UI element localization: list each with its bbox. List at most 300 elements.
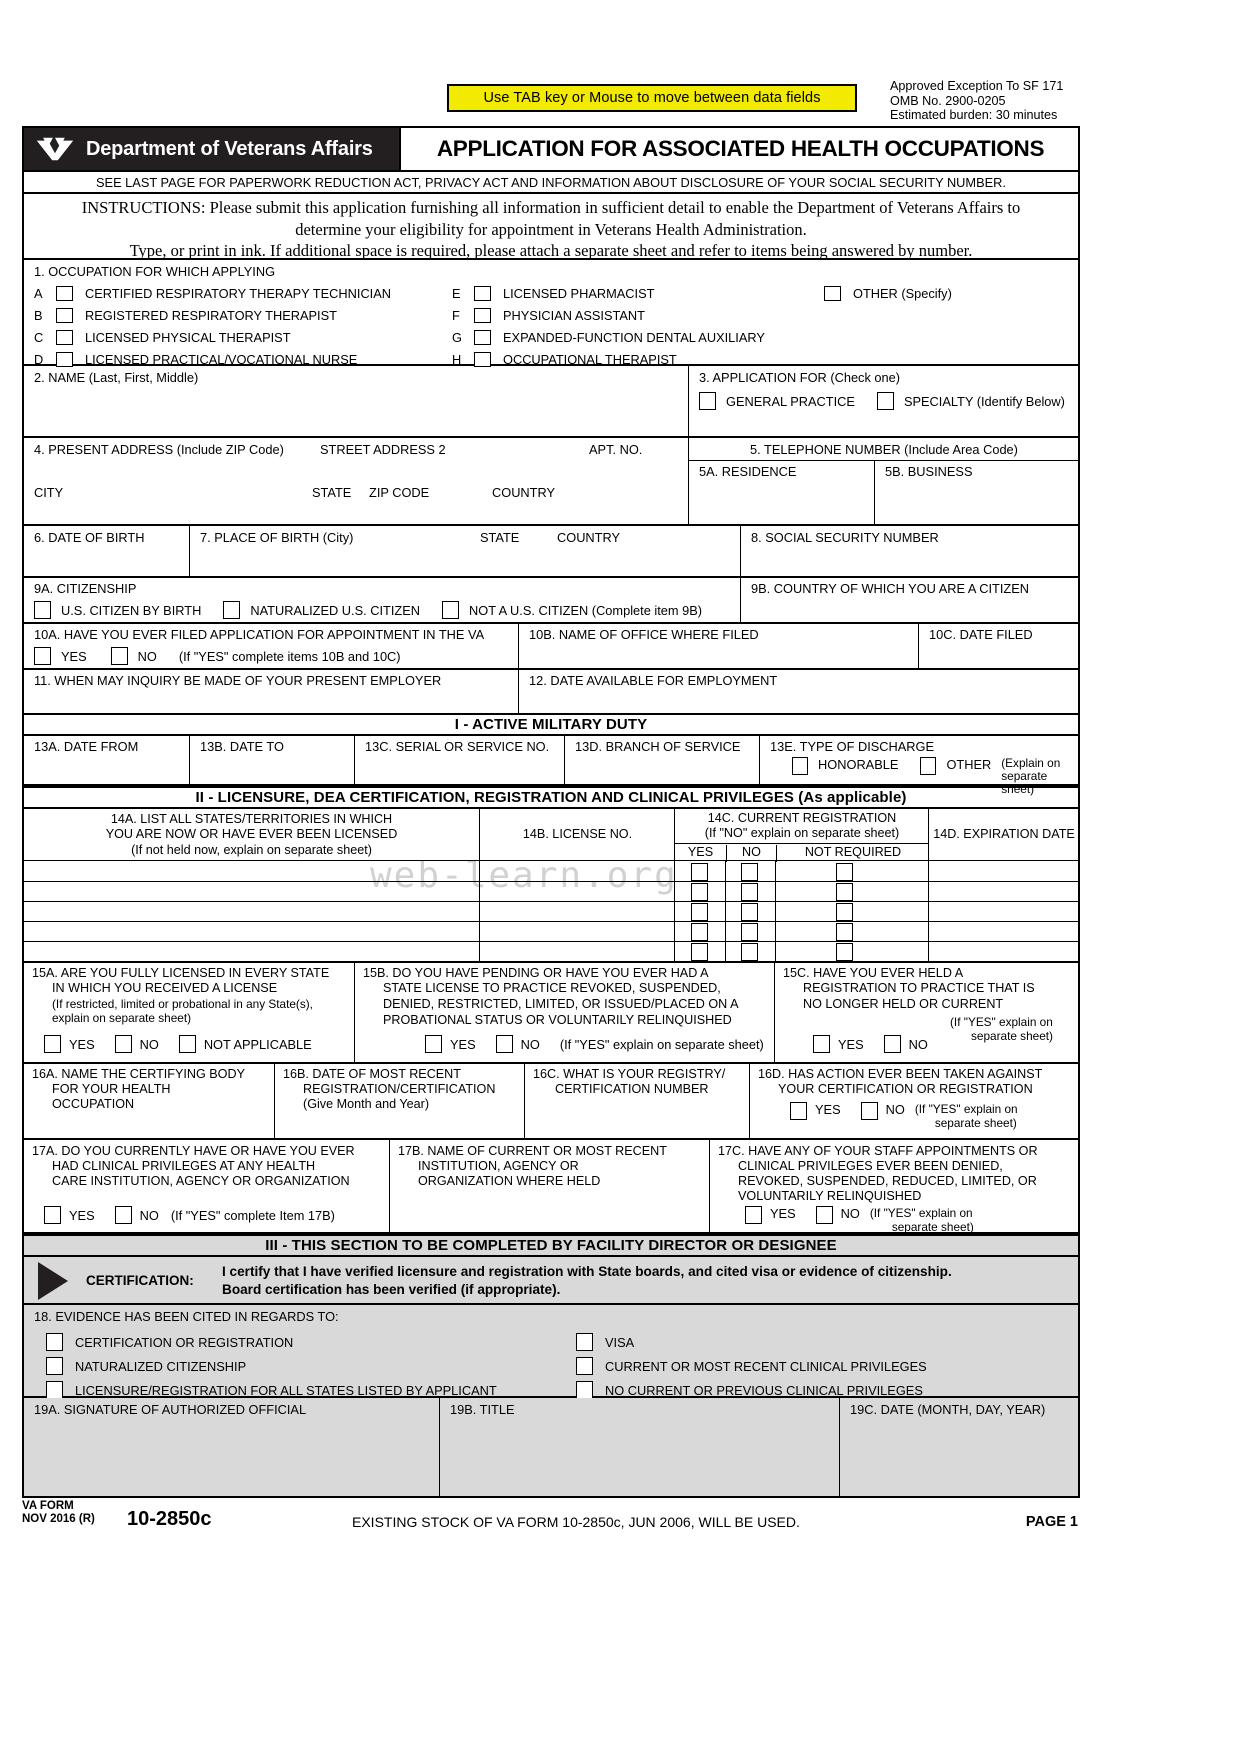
table-divider-2 [24, 901, 1078, 902]
item-7-state-label: STATE [480, 530, 520, 545]
item-14b-header [479, 809, 674, 860]
item-13a-date-from[interactable] [24, 736, 189, 784]
item-14c-subheaders [675, 843, 929, 861]
checkbox-occupation-f[interactable] [474, 308, 491, 323]
checkbox-14c-no-row4[interactable] [741, 923, 758, 941]
label-15b-no: NO [520, 1036, 540, 1052]
checkbox-naturalized[interactable] [223, 601, 240, 619]
label-10a-yes: YES [61, 648, 87, 664]
item-15a-line-3: (If restricted, limited or probational in any State(s), [52, 997, 313, 1011]
item-16d-line-2: YOUR CERTIFICATION OR REGISTRATION [778, 1082, 1033, 1096]
item-3-options [699, 392, 1065, 410]
label-17c-yes: YES [770, 1206, 796, 1221]
label-15a-yes: YES [69, 1036, 95, 1052]
label-16d-no: NO [885, 1102, 905, 1117]
item-19a-signature[interactable] [24, 1398, 439, 1496]
footer-form-number: 10-2850c [127, 1508, 212, 1530]
omb-number-line: OMB No. 2900-0205 [890, 93, 1006, 108]
checkbox-occupation-d[interactable] [56, 352, 73, 367]
item-10a-label: 10A. HAVE YOU EVER FILED APPLICATION FOR APPOINTMENT IN THE VA [34, 627, 485, 642]
checkbox-occupation-c[interactable] [56, 330, 73, 345]
item-9b-country[interactable] [740, 578, 1078, 622]
item-16a[interactable] [24, 1064, 274, 1138]
item-14-table-body [24, 861, 1078, 961]
item-15b [354, 963, 774, 1062]
item-15b-line-3: DENIED, RESTRICTED, LIMITED, OR ISSUED/PLACED ON A [383, 997, 739, 1011]
item-2-label: 2. NAME (Last, First, Middle) [34, 370, 199, 385]
note-17a: (If "YES" complete Item 17B) [170, 1207, 335, 1223]
item-15b-line-2: STATE LICENSE TO PRACTICE REVOKED, SUSPENDED, [383, 981, 721, 995]
checkbox-15a-no[interactable] [115, 1035, 132, 1053]
item-4-present-address[interactable] [24, 438, 688, 524]
occupation-option-b[interactable] [34, 304, 454, 326]
item-14a-line-3: (If not held now, explain on separate sheet) [131, 843, 372, 857]
item-11-inquiry[interactable] [24, 670, 518, 713]
item-13c-label: 13C. SERIAL OR SERVICE NO. [365, 739, 550, 754]
item-13e-discharge [759, 736, 1078, 796]
checkbox-14c-no-row3[interactable] [741, 903, 758, 921]
table-col-divider-3 [725, 861, 726, 961]
occupation-letter-c: C [34, 329, 44, 345]
item-6-label: 6. DATE OF BIRTH [34, 530, 145, 545]
occupation-label-e: LICENSED PHARMACIST [503, 285, 655, 301]
item-17c-line-2: CLINICAL PRIVILEGES EVER BEEN DENIED, [738, 1159, 1003, 1173]
item-13d-label: 13D. BRANCH OF SERVICE [575, 739, 741, 754]
occupation-letter-f: F [452, 307, 460, 323]
note-discharge-1: (Explain on [1001, 756, 1061, 770]
see-last-page-notice: SEE LAST PAGE FOR PAPERWORK REDUCTION ACT, PRIVACY ACT AND INFORMATION ABOUT DISCLOSURE OF YOUR SOCIAL SECURITY NUMBER. [24, 170, 1078, 194]
item-8-label: 8. SOCIAL SECURITY NUMBER [751, 530, 939, 545]
item-14a-line-1: 14A. LIST ALL STATES/TERRITORIES IN WHICH [110, 812, 393, 826]
item-17c-note-2: separate sheet) [891, 1220, 974, 1234]
checkbox-14c-no-row5[interactable] [741, 943, 758, 961]
item-3-label: 3. APPLICATION FOR (Check one) [699, 370, 901, 385]
section-2-banner: II - LICENSURE, DEA CERTIFICATION, REGISTRATION AND CLINICAL PRIVILEGES (As applicable) [24, 786, 1078, 809]
label-15a-no: NO [139, 1036, 159, 1052]
checkbox-other-discharge[interactable] [920, 757, 936, 775]
checkbox-14c-no-row1[interactable] [741, 863, 758, 881]
item-4-street2-label: STREET ADDRESS 2 [320, 442, 446, 457]
checkbox-10a-no[interactable] [111, 647, 128, 665]
item-16d-note-2: separate sheet) [934, 1116, 1017, 1130]
checkbox-17a-no[interactable] [115, 1206, 132, 1224]
checkbox-occupation-h[interactable] [474, 352, 491, 367]
item-14c-not-required-label: NOT REQUIRED [776, 845, 929, 862]
omb-burden-line: Estimated burden: 30 minutes [890, 108, 1058, 123]
item-10b-office[interactable] [518, 624, 918, 668]
checkbox-occupation-e[interactable] [474, 286, 491, 301]
checkbox-14c-yes-row5[interactable] [691, 943, 708, 961]
item-17a-line-3: CARE INSTITUTION, AGENCY OR ORGANIZATION [52, 1174, 350, 1188]
checkbox-14c-yes-row1[interactable] [691, 863, 708, 881]
item-16a-line-2: FOR YOUR HEALTH [52, 1082, 171, 1096]
item-8-ssn[interactable] [740, 526, 1078, 576]
item-17a-line-2: HAD CLINICAL PRIVILEGES AT ANY HEALTH [52, 1159, 316, 1173]
item-3-application-for [688, 366, 1078, 436]
form-title: APPLICATION FOR ASSOCIATED HEALTH OCCUPATIONS [399, 128, 1080, 170]
item-17b-line-3: ORGANIZATION WHERE HELD [418, 1174, 601, 1188]
occupation-letter-a: A [34, 285, 43, 301]
checkbox-18-current-privileges[interactable] [576, 1357, 593, 1375]
checkbox-15b-yes[interactable] [425, 1035, 442, 1053]
item-5b-business[interactable] [874, 460, 1079, 526]
item-16b-line-2: REGISTRATION/CERTIFICATION [303, 1082, 496, 1096]
item-2-3-row [24, 366, 1078, 438]
item-12-date-available[interactable] [518, 670, 1078, 713]
checkbox-general-practice[interactable] [699, 392, 716, 410]
checkbox-15c-yes[interactable] [813, 1035, 830, 1053]
item-17b-line-2: INSTITUTION, AGENCY OR [418, 1159, 579, 1173]
checkbox-16d-no[interactable] [861, 1102, 878, 1120]
item-5a-label: 5A. RESIDENCE [699, 464, 797, 479]
checkbox-15b-no[interactable] [496, 1035, 513, 1053]
item-16d-note-1: (If "YES" explain on [914, 1102, 1018, 1116]
occupation-label-c: LICENSED PHYSICAL THERAPIST [85, 329, 291, 345]
label-specialty: SPECIALTY (Identify Below) [903, 393, 1065, 409]
item-4-label: 4. PRESENT ADDRESS (Include ZIP Code) [34, 442, 284, 457]
item-16c[interactable] [524, 1064, 749, 1138]
item-1-left-options [34, 282, 454, 370]
item-10a-options [34, 647, 401, 665]
item-18-option-cert[interactable] [46, 1330, 497, 1354]
item-15a-line-4: explain on separate sheet) [52, 1011, 192, 1025]
certification-line-2: Board certification has been verified (if appropriate). [222, 1282, 561, 1297]
item-4-state-label: STATE [312, 485, 352, 500]
footer-form-id [22, 1500, 95, 1526]
certification-text [222, 1263, 952, 1299]
item-17c-line-1: 17C. HAVE ANY OF YOUR STAFF APPOINTMENTS OR [718, 1144, 1038, 1158]
section-1-banner: I - ACTIVE MILITARY DUTY [24, 713, 1078, 736]
checkbox-17c-no[interactable] [816, 1206, 833, 1224]
label-18-no-privileges: NO CURRENT OR PREVIOUS CLINICAL PRIVILEGES [605, 1382, 923, 1398]
item-18-evidence [24, 1305, 1078, 1398]
watermark-text: web-learn.org [370, 855, 678, 896]
certification-arrow-icon [38, 1262, 68, 1300]
label-18-current-privileges: CURRENT OR MOST RECENT CLINICAL PRIVILEGES [605, 1358, 927, 1374]
label-17a-yes: YES [69, 1207, 95, 1223]
table-divider-1 [24, 881, 1078, 882]
item-19b-label: 19B. TITLE [450, 1402, 515, 1417]
item-15a-line-1: 15A. ARE YOU FULLY LICENSED IN EVERY STATE [32, 966, 330, 980]
label-18-naturalized: NATURALIZED CITIZENSHIP [75, 1358, 247, 1374]
item-11-label: 11. WHEN MAY INQUIRY BE MADE OF YOUR PRESENT EMPLOYER [34, 673, 442, 688]
item-6-date-of-birth[interactable] [24, 526, 189, 576]
checkbox-14c-nr-row5[interactable] [836, 943, 853, 961]
item-15c-options [813, 1035, 928, 1053]
item-16b-line-1: 16B. DATE OF MOST RECENT [283, 1067, 461, 1081]
item-18-left-options [46, 1330, 497, 1402]
footer-existing-stock: EXISTING STOCK OF VA FORM 10-2850c, JUN 2006, WILL BE USED. [352, 1514, 800, 1530]
table-divider-3 [24, 921, 1078, 922]
item-9a-label: 9A. CITIZENSHIP [34, 581, 137, 596]
checkbox-14c-nr-row1[interactable] [836, 863, 853, 881]
item-13-row [24, 736, 1078, 796]
note-discharge-2: separate sheet) [1001, 769, 1048, 796]
item-18-option-visa[interactable] [576, 1330, 927, 1354]
item-16-row [24, 1064, 1078, 1140]
item-4-country-label: COUNTRY [492, 485, 556, 500]
label-citizen-by-birth: U.S. CITIZEN BY BIRTH [61, 602, 202, 618]
item-15c-line-2: REGISTRATION TO PRACTICE THAT IS [803, 981, 1035, 995]
item-5a-residence[interactable] [689, 460, 874, 526]
label-15a-na: NOT APPLICABLE [203, 1036, 312, 1052]
checkbox-occupation-other[interactable] [824, 286, 841, 301]
item-19c-date[interactable] [839, 1398, 1078, 1496]
checkbox-17a-yes[interactable] [44, 1206, 61, 1224]
checkbox-18-visa[interactable] [576, 1333, 593, 1351]
item-14a-header [24, 809, 479, 860]
item-10a-prior-application [24, 624, 518, 668]
checkbox-14c-yes-row2[interactable] [691, 883, 708, 901]
checkbox-15c-no[interactable] [884, 1035, 901, 1053]
instructions-line-2: determine your eligibility for appointment in Veterans Health Administration. [295, 219, 807, 239]
table-col-divider-1 [479, 861, 480, 961]
label-16d-yes: YES [815, 1102, 841, 1117]
occupation-option-f[interactable] [452, 304, 832, 326]
form-footer [22, 1500, 1080, 1540]
va-header-bar [24, 128, 399, 170]
item-1-title: 1. OCCUPATION FOR WHICH APPLYING [34, 264, 276, 279]
occupation-option-c[interactable] [34, 326, 454, 348]
tab-hint-banner: Use TAB key or Mouse to move between data fields [447, 84, 857, 112]
item-7-label: 7. PLACE OF BIRTH (City) [200, 530, 354, 545]
occupation-label-g: EXPANDED-FUNCTION DENTAL AUXILIARY [503, 329, 765, 345]
label-naturalized: NATURALIZED U.S. CITIZEN [250, 602, 421, 618]
item-17c-line-3: REVOKED, SUSPENDED, REDUCED, LIMITED, OR [738, 1174, 1037, 1188]
item-12-label: 12. DATE AVAILABLE FOR EMPLOYMENT [529, 673, 778, 688]
item-15b-line-4: PROBATIONAL STATUS OR VOLUNTARILY RELINQUISHED [383, 1013, 732, 1027]
table-col-divider-4 [775, 861, 776, 961]
occupation-option-other[interactable] [824, 282, 952, 304]
item-10b-label: 10B. NAME OF OFFICE WHERE FILED [529, 627, 759, 642]
occupation-letter-g: G [452, 329, 462, 345]
item-16d-options [790, 1102, 1018, 1130]
item-15c-line-1: 15C. HAVE YOU EVER HELD A [783, 966, 964, 980]
item-17c-options [745, 1206, 974, 1234]
item-13b-date-to[interactable] [189, 736, 354, 784]
item-18-title: 18. EVIDENCE HAS BEEN CITED IN REGARDS TO: [34, 1309, 339, 1324]
checkbox-18-certification[interactable] [46, 1333, 63, 1351]
checkbox-18-naturalized[interactable] [46, 1357, 63, 1375]
item-16b[interactable] [274, 1064, 524, 1138]
footer-form-line-1: VA FORM [22, 1500, 74, 1512]
label-18-visa: VISA [605, 1334, 635, 1350]
item-9b-label: 9B. COUNTRY OF WHICH YOU ARE A CITIZEN [751, 581, 1030, 596]
item-13a-label: 13A. DATE FROM [34, 739, 139, 754]
footer-page-number: PAGE 1 [1025, 1514, 1078, 1530]
item-15b-options [425, 1035, 764, 1053]
occupation-option-e[interactable] [452, 282, 832, 304]
label-10a-no: NO [137, 648, 157, 664]
item-17c-note-1: (If "YES" explain on [869, 1206, 973, 1220]
label-18-licensure: LICENSURE/REGISTRATION FOR ALL STATES LISTED BY APPLICANT [75, 1382, 497, 1398]
item-16b-line-3: (Give Month and Year) [303, 1097, 430, 1111]
checkbox-15a-yes[interactable] [44, 1035, 61, 1053]
checkbox-occupation-a[interactable] [56, 286, 73, 301]
instructions-line-3: Type, or print in ink. If additional space is required, please attach a separate sheet and refer to items being answered by number. [129, 241, 973, 260]
item-1-right-options [452, 282, 832, 370]
item-16d [749, 1064, 1078, 1138]
item-18-option-current-privileges[interactable] [576, 1354, 927, 1378]
footer-form-line-2: NOV 2016 (R) [22, 1513, 95, 1525]
occupation-label-d: LICENSED PRACTICAL/VOCATIONAL NURSE [85, 351, 358, 367]
item-4-zip-label: ZIP CODE [369, 485, 430, 500]
item-17b[interactable] [389, 1140, 709, 1232]
occupation-letter-b: B [34, 307, 43, 323]
item-5-label: 5. TELEPHONE NUMBER (Include Area Code) [750, 442, 1018, 457]
item-17a-options [44, 1206, 335, 1224]
note-15b: (If "YES" explain on separate sheet) [559, 1036, 764, 1052]
item-17c-line-4: VOLUNTARILY RELINQUISHED [738, 1189, 922, 1203]
item-15a-options [44, 1035, 312, 1053]
item-2-name[interactable] [24, 366, 688, 436]
section-3-banner: III - THIS SECTION TO BE COMPLETED BY FACILITY DIRECTOR OR DESIGNEE [24, 1234, 1078, 1257]
label-18-certification: CERTIFICATION OR REGISTRATION [75, 1334, 294, 1350]
item-4-5-row [24, 438, 1078, 526]
item-16a-line-1: 16A. NAME THE CERTIFYING BODY [32, 1067, 245, 1081]
label-17c-no: NO [840, 1206, 860, 1221]
omb-info [890, 79, 1230, 123]
item-15c-line-3: NO LONGER HELD OR CURRENT [803, 997, 1004, 1011]
checkbox-18-licensure[interactable] [46, 1381, 63, 1399]
checkbox-14c-yes-row4[interactable] [691, 923, 708, 941]
item-11-12-row [24, 670, 1078, 713]
item-15c-note-1: (If "YES" explain on [950, 1015, 1053, 1029]
item-9-row [24, 578, 1078, 624]
item-17a [24, 1140, 389, 1232]
label-general-practice: GENERAL PRACTICE [726, 393, 855, 409]
item-7-country-label: COUNTRY [557, 530, 621, 545]
item-15a-line-2: IN WHICH YOU RECEIVED A LICENSE [52, 981, 278, 995]
label-not-citizen: NOT A U.S. CITIZEN (Complete item 9B) [469, 602, 703, 618]
item-17b-line-1: 17B. NAME OF CURRENT OR MOST RECENT [398, 1144, 667, 1158]
checkbox-specialty[interactable] [877, 392, 894, 410]
certification-line-1: I certify that I have verified licensure and registration with State boards, and cited visa or evidence of citizenship. [222, 1264, 952, 1279]
item-19c-label: 19C. DATE (MONTH, DAY, YEAR) [850, 1402, 1046, 1417]
occupation-label-f: PHYSICIAN ASSISTANT [503, 307, 645, 323]
item-5b-label: 5B. BUSINESS [885, 464, 973, 479]
item-4-city-label: CITY [34, 485, 64, 500]
item-14b-label: 14B. LICENSE NO. [522, 827, 633, 841]
item-15c [774, 963, 1078, 1062]
item-14c-line-2: (If "NO" explain on separate sheet) [704, 826, 900, 840]
item-9a-citizenship [24, 578, 740, 622]
item-14c-line-1: 14C. CURRENT REGISTRATION [707, 811, 897, 825]
checkbox-citizen-by-birth[interactable] [34, 601, 51, 619]
va-agency-name: Department of Veterans Affairs [86, 137, 373, 160]
checkbox-14c-yes-row3[interactable] [691, 903, 708, 921]
table-col-divider-2 [674, 861, 675, 961]
va-seal-icon [34, 135, 76, 163]
occupation-label-h: OCCUPATIONAL THERAPIST [503, 351, 677, 367]
item-17a-line-1: 17A. DO YOU CURRENTLY HAVE OR HAVE YOU EVER [32, 1144, 355, 1158]
item-17c [709, 1140, 1078, 1232]
item-13b-label: 13B. DATE TO [200, 739, 284, 754]
item-14-header-row [24, 809, 1078, 861]
checkbox-occupation-g[interactable] [474, 330, 491, 345]
item-10c-label: 10C. DATE FILED [929, 627, 1033, 642]
checkbox-10a-yes[interactable] [34, 647, 51, 665]
label-17a-no: NO [139, 1207, 159, 1223]
item-14c-no-label: NO [726, 845, 776, 862]
item-7-place-of-birth[interactable] [189, 526, 740, 576]
certification-block [24, 1257, 1078, 1305]
label-honorable: HONORABLE [818, 757, 899, 772]
item-5-telephone [688, 438, 1078, 524]
table-divider-4 [24, 941, 1078, 942]
checkbox-14c-nr-row3[interactable] [836, 903, 853, 921]
item-16d-line-1: 16D. HAS ACTION EVER BEEN TAKEN AGAINST [758, 1067, 1043, 1081]
item-15a [24, 963, 354, 1062]
item-6-7-8-row [24, 526, 1078, 578]
occupation-label-b: REGISTERED RESPIRATORY THERAPIST [85, 307, 337, 323]
item-10c-date-filed[interactable] [918, 624, 1078, 668]
checkbox-14c-no-row2[interactable] [741, 883, 758, 901]
occupation-letter-d: D [34, 351, 44, 367]
item-19a-label: 19A. SIGNATURE OF AUTHORIZED OFFICIAL [34, 1402, 307, 1417]
item-13d-branch[interactable] [564, 736, 759, 784]
omb-approved-line: Approved Exception To SF 171 [890, 79, 1064, 93]
item-19-row [24, 1398, 1078, 1496]
label-other-discharge: OTHER [946, 757, 992, 772]
checkbox-17c-yes[interactable] [745, 1206, 762, 1224]
item-17-row [24, 1140, 1078, 1234]
item-15-row [24, 961, 1078, 1064]
item-10-row [24, 624, 1078, 670]
checkbox-not-citizen[interactable] [442, 601, 459, 619]
item-18-right-options [576, 1330, 927, 1402]
checkbox-18-no-privileges[interactable] [576, 1381, 593, 1399]
item-1-occupation [24, 260, 1078, 366]
item-19b-title[interactable] [439, 1398, 839, 1496]
item-15c-note-2: separate sheet) [971, 1029, 1053, 1043]
label-15c-yes: YES [838, 1036, 864, 1052]
note-10a: (If "YES" complete items 10B and 10C) [178, 648, 401, 664]
item-16a-line-3: OCCUPATION [52, 1097, 135, 1111]
item-9a-options [34, 601, 702, 619]
item-14a-line-2: YOU ARE NOW OR HAVE EVER BEEN LICENSED [105, 827, 398, 841]
form-frame [22, 126, 1080, 1498]
checkbox-honorable[interactable] [792, 757, 808, 775]
item-18-option-naturalized[interactable] [46, 1354, 497, 1378]
checkbox-15a-na[interactable] [179, 1035, 196, 1053]
occupation-option-a[interactable] [34, 282, 454, 304]
occupation-option-g[interactable] [452, 326, 832, 348]
occupation-label-a: CERTIFIED RESPIRATORY THERAPY TECHNICIAN [85, 285, 392, 301]
checkbox-occupation-b[interactable] [56, 308, 73, 323]
checkbox-16d-yes[interactable] [790, 1102, 807, 1120]
item-16c-line-1: 16C. WHAT IS YOUR REGISTRY/ [533, 1067, 726, 1081]
item-14c-yes-label: YES [687, 845, 714, 859]
occupation-label-other: OTHER (Specify) [853, 285, 952, 301]
item-15b-line-1: 15B. DO YOU HAVE PENDING OR HAVE YOU EVER HAD A [363, 966, 709, 980]
item-14c-header [674, 809, 928, 860]
item-4-apt-label: APT. NO. [589, 442, 643, 457]
occupation-letter-e: E [452, 285, 461, 301]
instructions-block [24, 194, 1078, 260]
instructions-line-1: INSTRUCTIONS: Please submit this application furnishing all information in sufficient detail to enable the Department of Veterans Affairs to [81, 198, 1021, 217]
table-col-divider-5 [928, 861, 929, 961]
item-14d-header [928, 809, 1078, 860]
checkbox-14c-nr-row4[interactable] [836, 923, 853, 941]
item-13c-serial[interactable] [354, 736, 564, 784]
certification-label: CERTIFICATION: [86, 1273, 194, 1288]
label-15c-no: NO [908, 1036, 928, 1052]
label-15b-yes: YES [450, 1036, 476, 1052]
item-14d-label: 14D. EXPIRATION DATE [933, 827, 1075, 841]
checkbox-14c-nr-row2[interactable] [836, 883, 853, 901]
item-16c-line-2: CERTIFICATION NUMBER [555, 1082, 709, 1096]
